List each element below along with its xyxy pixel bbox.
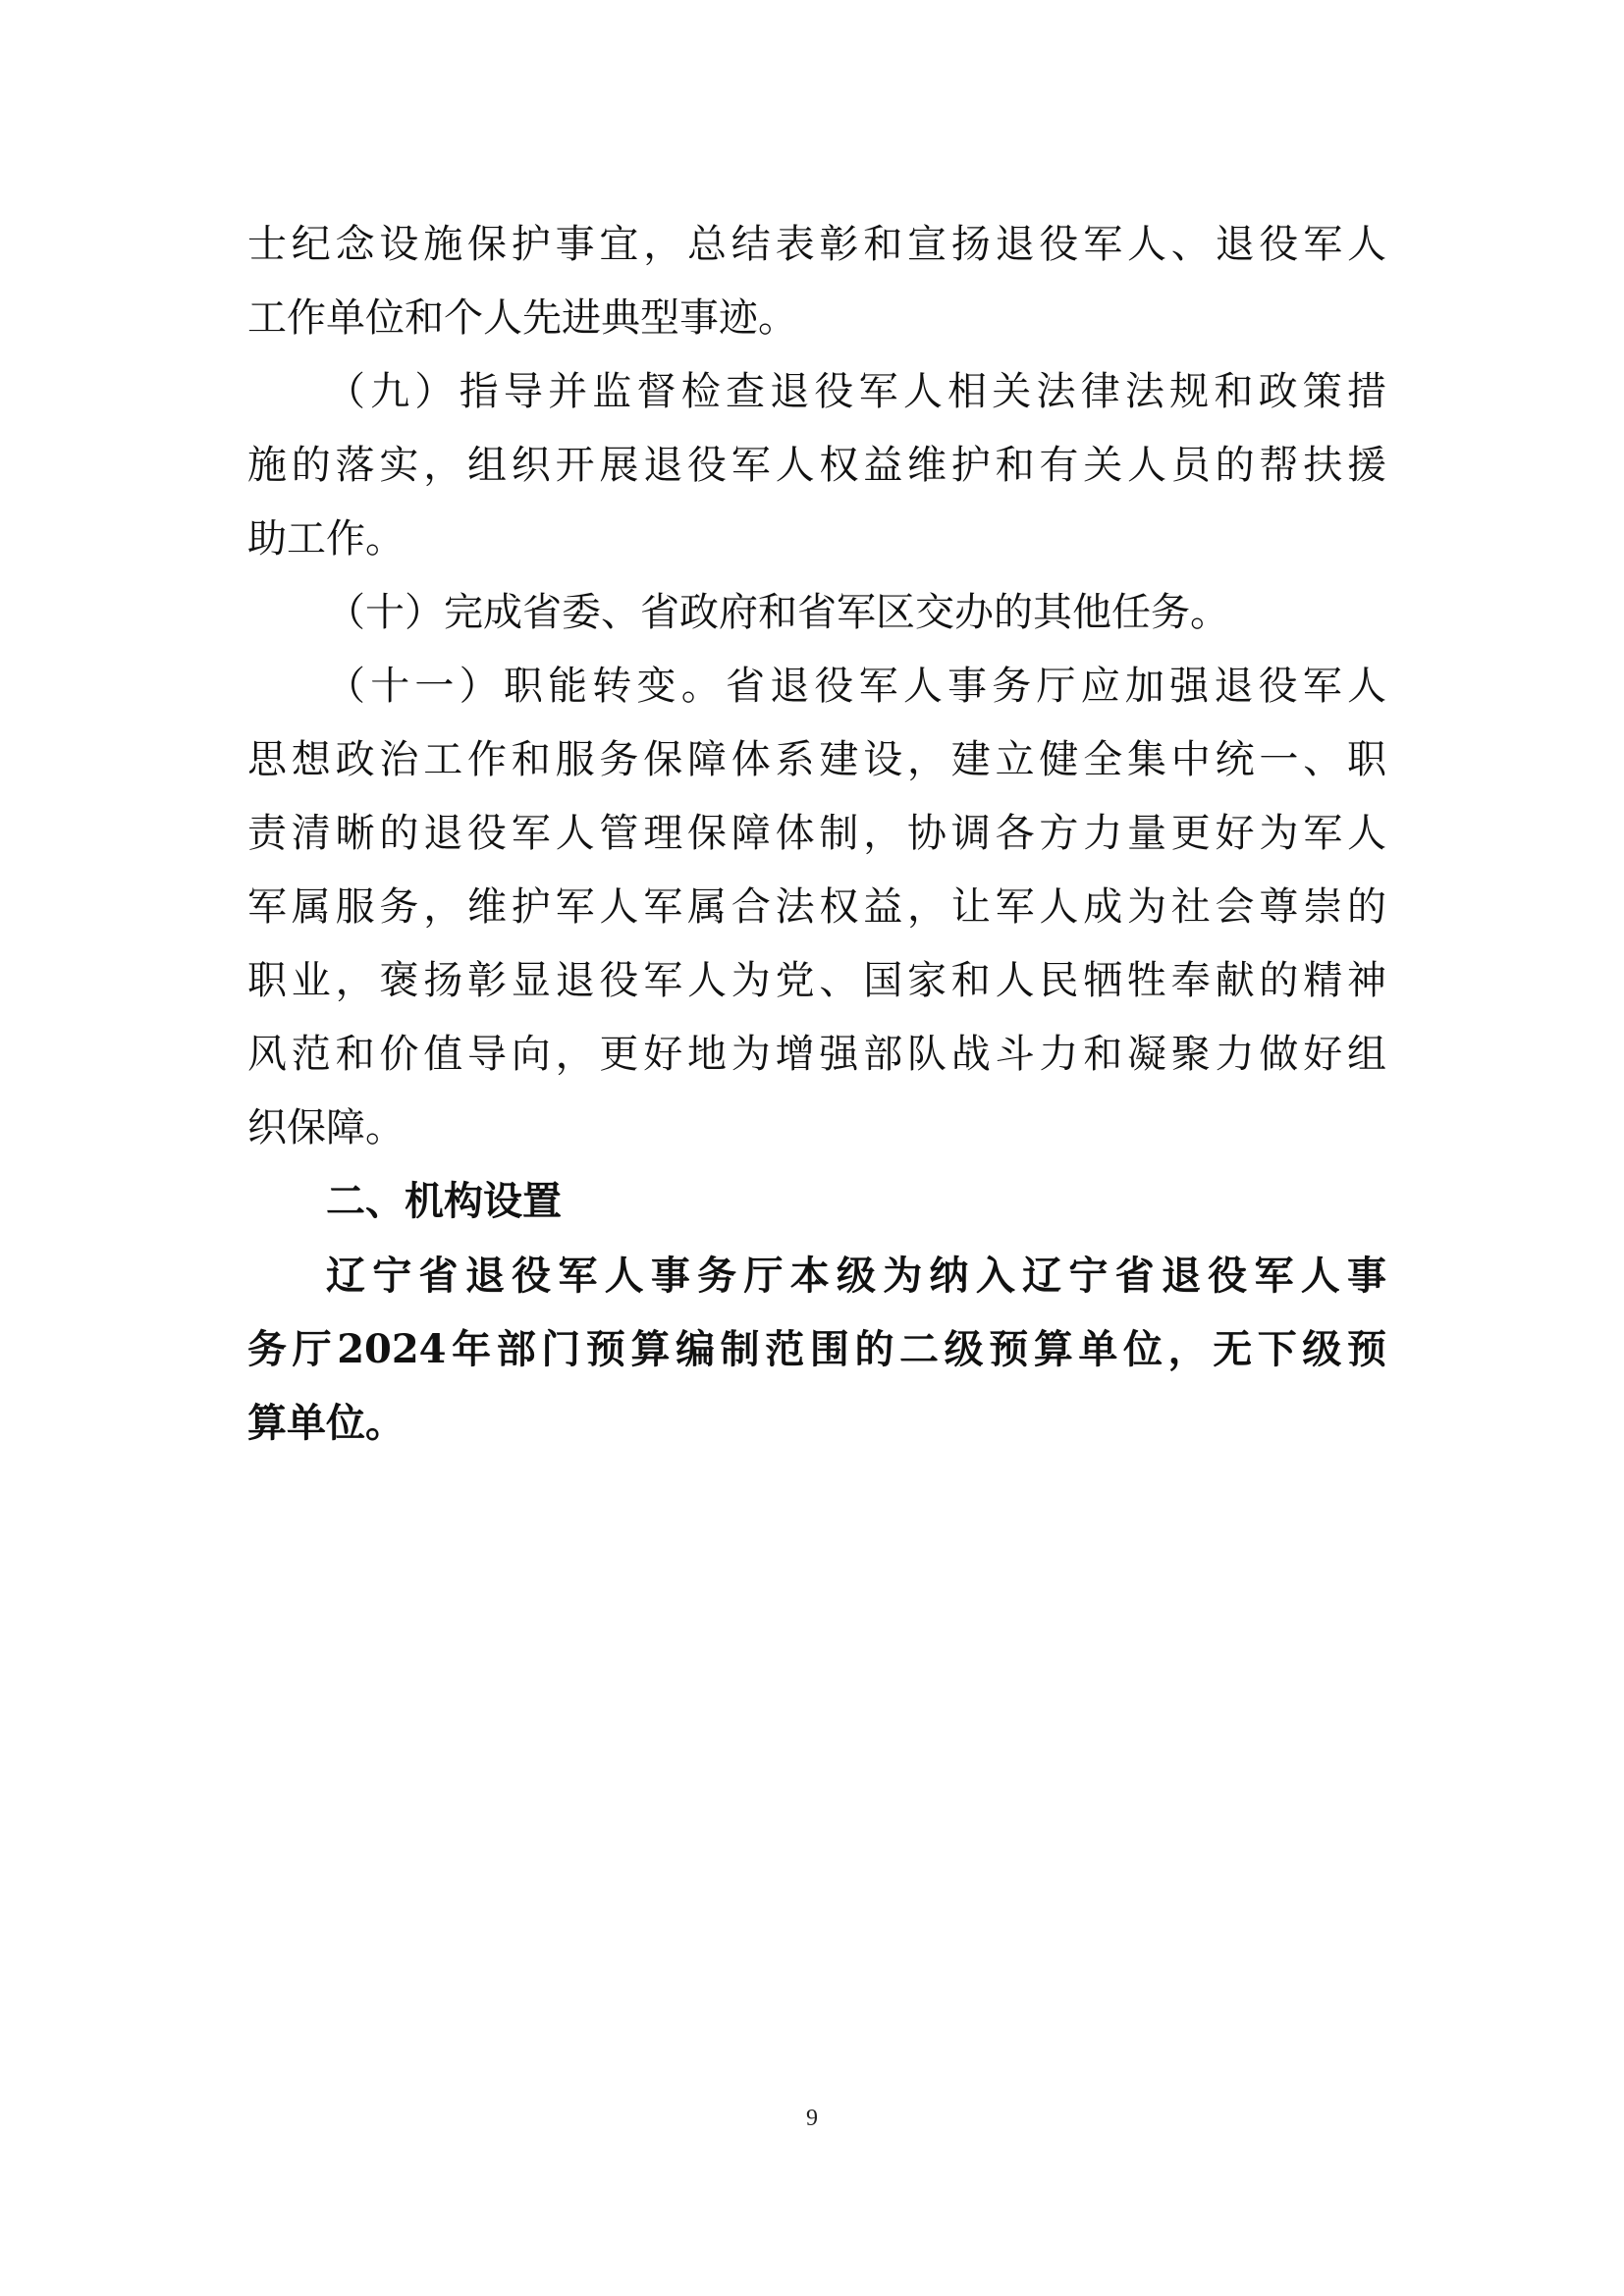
section-heading: 二、机构设置 [326,1179,562,1224]
text-line: （九）指导并监督检查退役军人相关法律法规和政策措 [326,369,1386,414]
text-line: （十）完成省委、省政府和省军区交办的其他任务。 [326,590,1229,635]
text-line: 助工作。 [247,516,405,561]
document-body [247,208,1386,1460]
text-line: 织保障。 [247,1105,405,1150]
text-line: 士纪念设施保护事宜，总结表彰和宣扬退役军人、退役军人 [247,222,1386,267]
text-line: 军属服务，维护军人军属合法权益，让军人成为社会尊崇的 [247,884,1386,930]
text-line: （十一）职能转变。省退役军人事务厅应加强退役军人 [326,664,1386,709]
text-line: 思想政治工作和服务保障体系建设，建立健全集中统一、职 [247,737,1386,782]
text-line: 算单位。 [247,1400,405,1446]
text-line: 务厅2024年部门预算编制范围的二级预算单位，无下级预 [247,1326,1386,1372]
text-line: 施的落实，组织开展退役军人权益维护和有关人员的帮扶援 [247,443,1386,488]
text-line: 责清晰的退役军人管理保障体制，协调各方力量更好为军人 [247,811,1386,856]
text-line: 辽宁省退役军人事务厅本级为纳入辽宁省退役军人事 [326,1253,1386,1299]
text-line: 职业，褒扬彰显退役军人为党、国家和人民牺牲奉献的精神 [247,958,1386,1003]
text-line: 工作单位和个人先进典型事迹。 [247,295,797,341]
page-number: 9 [806,2106,818,2131]
text-line: 风范和价值导向，更好地为增强部队战斗力和凝聚力做好组 [247,1032,1386,1077]
